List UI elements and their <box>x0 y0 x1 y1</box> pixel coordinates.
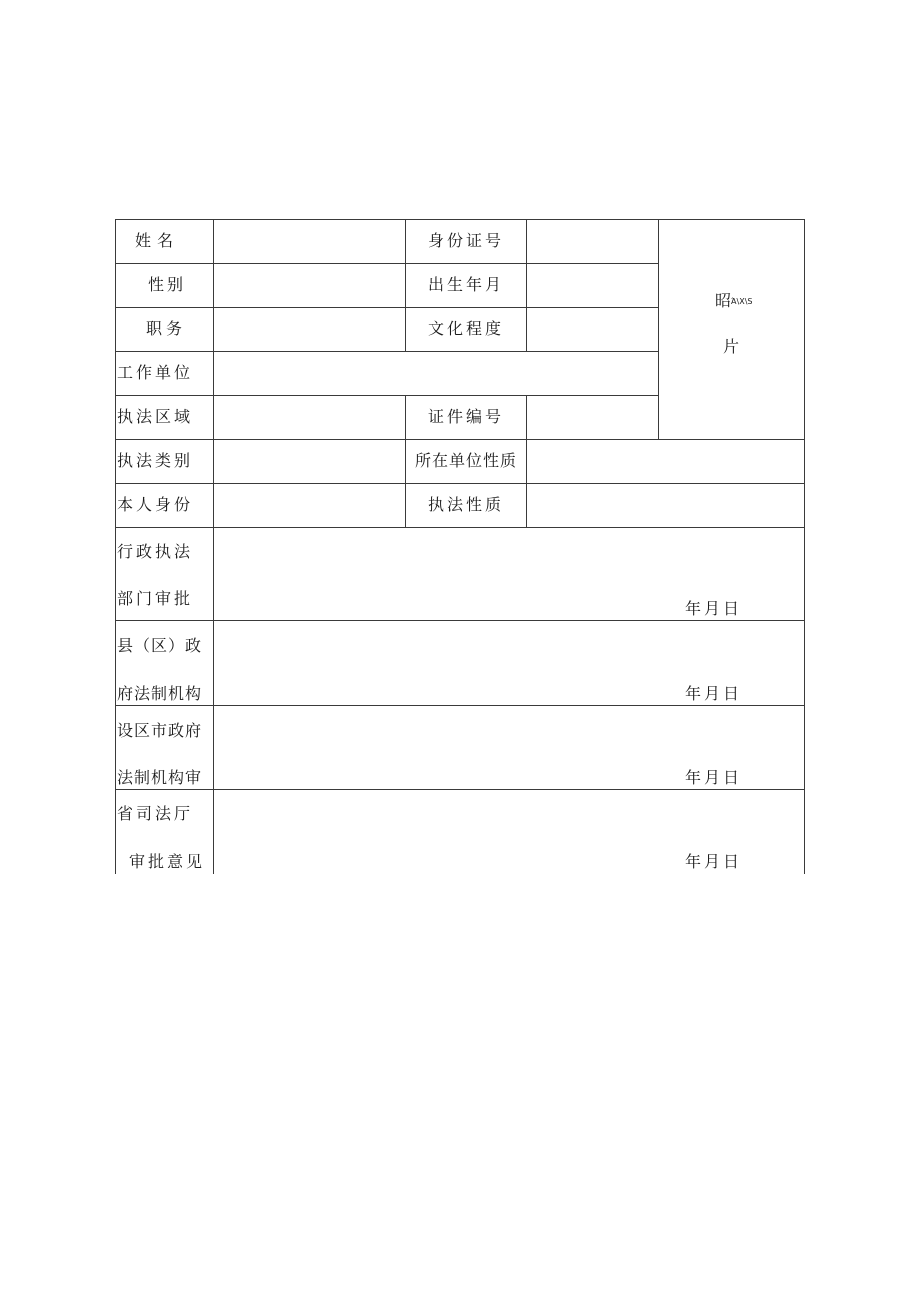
approval-2-label-line2: 府法制机构 <box>117 684 203 703</box>
label-identity: 本人身份 <box>117 495 194 514</box>
approval-4-date: 年月日 <box>685 852 743 871</box>
label-name: 姓名 <box>135 231 180 250</box>
column-divider <box>405 395 406 527</box>
row-divider <box>115 620 805 621</box>
approval-4-label-line1: 省司法厅 <box>117 804 194 823</box>
row-divider <box>115 439 805 440</box>
approval-1-label-line1: 行政执法 <box>117 542 194 561</box>
column-divider <box>526 395 527 527</box>
label-work-unit: 工作单位 <box>117 363 194 382</box>
row-divider <box>115 705 805 706</box>
column-divider <box>658 219 659 439</box>
label-unit-nature: 所在单位性质 <box>414 451 518 470</box>
table-border-right <box>804 219 805 874</box>
row-divider <box>115 307 659 308</box>
column-divider <box>213 219 214 874</box>
table-border-top <box>115 219 805 220</box>
label-enforce-nature: 执法性质 <box>427 495 505 514</box>
approval-3-label-line2: 法制机构审 <box>117 768 203 787</box>
photo-label-bottom: 片 <box>723 337 743 356</box>
row-divider <box>115 351 659 352</box>
label-enforce-area: 执法区域 <box>117 407 194 426</box>
approval-1-label-line2: 部门审批 <box>117 589 194 608</box>
label-education: 文化程度 <box>427 319 505 338</box>
label-position: 职务 <box>146 319 187 338</box>
approval-4-label-line2: 审批意见 <box>129 852 206 871</box>
enforcement-permit-form <box>115 219 805 874</box>
row-divider <box>115 527 805 528</box>
photo-label-top <box>715 291 753 312</box>
photo-char-zhao: 昭 <box>715 291 732 310</box>
column-divider <box>526 219 527 351</box>
label-id-number: 身份证号 <box>427 231 505 250</box>
approval-3-date: 年月日 <box>685 768 743 787</box>
table-border-left <box>115 219 116 874</box>
approval-1-date: 年月日 <box>685 599 743 618</box>
row-divider <box>115 789 805 790</box>
column-divider <box>405 219 406 351</box>
row-divider <box>115 483 805 484</box>
approval-2-label-line1: 县（区）政 <box>117 636 203 655</box>
label-cert-number: 证件编号 <box>427 407 505 426</box>
row-divider <box>115 395 659 396</box>
row-divider <box>115 263 659 264</box>
photo-char-small: Ά\X\S <box>731 297 753 306</box>
label-birth: 出生年月 <box>427 275 505 294</box>
approval-2-date: 年月日 <box>685 684 743 703</box>
approval-3-label-line1: 设区市政府 <box>117 721 203 740</box>
label-enforce-type: 执法类别 <box>117 451 194 470</box>
label-gender: 性别 <box>148 275 187 294</box>
